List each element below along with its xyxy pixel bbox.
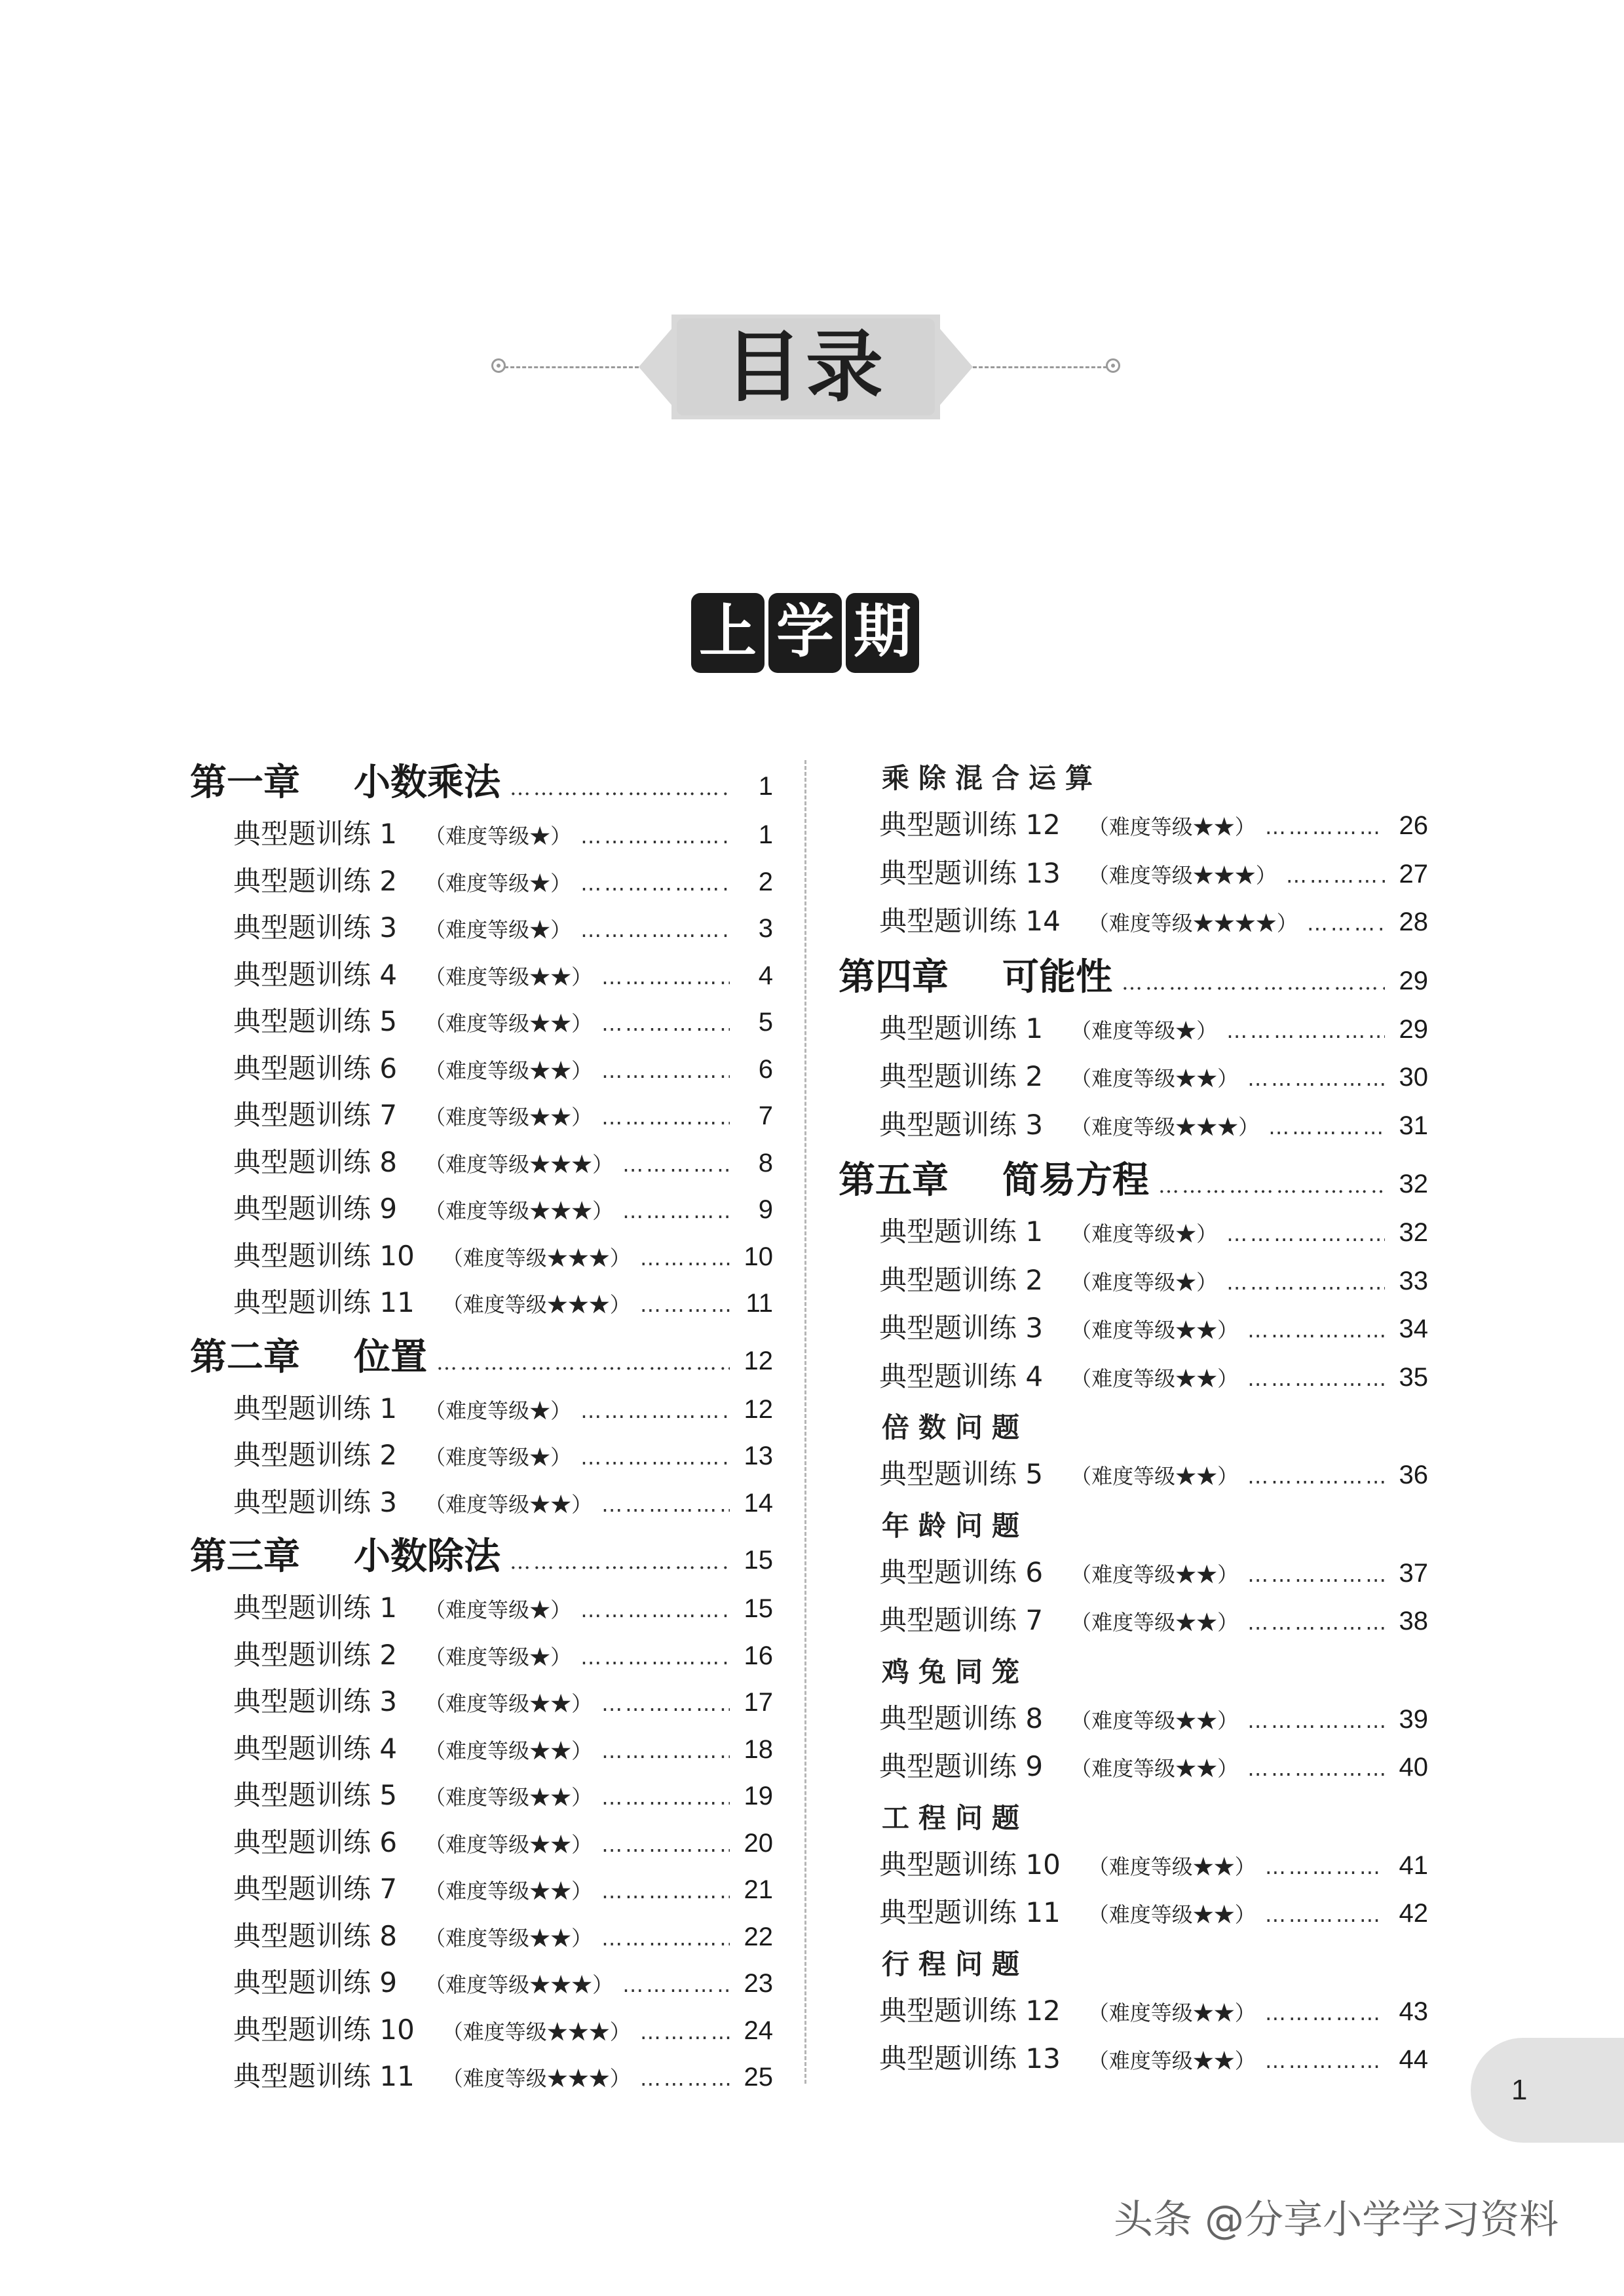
difficulty-rating: （难度等级★★） (1070, 1610, 1239, 1635)
toc-entry[interactable] (839, 1210, 1428, 1259)
section-subheading: 年龄问题 (882, 1509, 1029, 1542)
semester-char-2: 学 (768, 593, 842, 673)
difficulty-rating: （难度等级★） (425, 1398, 572, 1423)
page-ref: 26 (1399, 811, 1428, 840)
difficulty-rating: （难度等级★★） (425, 1925, 593, 1951)
toc-entry[interactable] (190, 1867, 773, 1915)
toc-entry[interactable] (839, 1355, 1428, 1404)
leader-dots (1265, 1902, 1385, 1927)
chapter-heading[interactable] (190, 1328, 773, 1387)
difficulty-rating: （难度等级★★★） (1087, 862, 1277, 888)
toc-entry[interactable] (839, 1307, 1428, 1355)
toc-entry[interactable] (839, 1103, 1428, 1152)
entry-title: 典型题训练 5 (879, 1458, 1044, 1490)
leader-dots (1247, 1066, 1385, 1091)
entry-title: 典型题训练 8 (233, 1145, 398, 1178)
toc-entry[interactable] (190, 1586, 773, 1634)
difficulty-rating: （难度等级★） (425, 1598, 572, 1622)
toc-entry[interactable] (839, 1989, 1428, 2038)
title-ring-ornament-left (491, 358, 506, 373)
leader-dots (1247, 1756, 1385, 1781)
page-ref: 12 (744, 1346, 773, 1375)
difficulty-rating: （难度等级★★） (1070, 1464, 1239, 1489)
entry-title: 典型题训练 1 (233, 1592, 398, 1624)
leader-dots (1247, 1366, 1385, 1391)
toc-entry[interactable] (839, 1453, 1428, 1501)
leader-dots (601, 1492, 730, 1517)
difficulty-rating: （难度等级★★） (1070, 1561, 1239, 1587)
entry-title: 典型题训练 5 (233, 1779, 398, 1811)
leader-dots (1265, 2000, 1385, 2025)
leader-dots (580, 1645, 730, 1670)
page-ref: 14 (744, 1488, 773, 1518)
leader-dots (640, 2066, 730, 2091)
entry-title: 典型题训练 12 (879, 1994, 1061, 2027)
leader-dots (601, 1832, 730, 1857)
entry-title: 典型题训练 6 (233, 1052, 398, 1084)
toc-entry[interactable] (839, 1055, 1428, 1103)
page-ref: 17 (744, 1688, 773, 1717)
leader-dots (601, 1879, 730, 1904)
entry-title: 典型题训练 7 (879, 1604, 1044, 1636)
page-ref: 30 (1399, 1063, 1428, 1092)
page-ref: 6 (758, 1054, 773, 1084)
entry-title: 典型题训练 3 (879, 1312, 1044, 1344)
difficulty-rating: （难度等级★★★） (425, 1198, 614, 1223)
entry-title: 典型题训练 2 (879, 1263, 1044, 1296)
section-subheading: 行程问题 (882, 1947, 1029, 1980)
chapter-number: 第二章 (190, 1335, 300, 1379)
toc-entry[interactable] (190, 1281, 773, 1328)
difficulty-rating: （难度等级★★★） (425, 1972, 614, 1997)
difficulty-rating: （难度等级★★★） (442, 2019, 631, 2044)
leader-dots (1226, 1221, 1385, 1246)
leader-dots (601, 1105, 730, 1130)
page-ref: 22 (744, 1922, 773, 1951)
toc-entry[interactable] (839, 1259, 1428, 1307)
chapter-title: 小数除法 (354, 1535, 500, 1578)
entry-title: 典型题训练 4 (233, 1732, 398, 1765)
difficulty-rating: （难度等级★★） (425, 1785, 593, 1810)
entry-title: 典型题训练 3 (233, 1685, 398, 1717)
leader-dots (580, 871, 730, 896)
section-subheading: 工程问题 (882, 1801, 1029, 1834)
difficulty-rating: （难度等级★） (425, 870, 572, 896)
page-ref: 9 (758, 1195, 773, 1224)
leader-dots (601, 1691, 730, 1716)
leader-dots (1247, 1562, 1385, 1587)
chapter-title: 可能性 (1002, 955, 1112, 999)
toc-title-banner (491, 315, 1120, 419)
entry-title: 典型题训练 3 (233, 911, 398, 944)
page-ref: 23 (744, 1969, 773, 1998)
difficulty-rating: （难度等级★★★） (442, 1245, 631, 1271)
page-ref: 21 (744, 1875, 773, 1904)
page-ref: 41 (1399, 1850, 1428, 1880)
leader-dots (622, 1972, 730, 1997)
page-ref: 34 (1399, 1314, 1428, 1343)
entry-title: 典型题训练 13 (879, 856, 1061, 889)
title-ring-ornament-right (1106, 358, 1120, 373)
page-number-tab (1471, 2038, 1624, 2143)
entry-title: 典型题训练 10 (233, 1239, 415, 1272)
toc-entry[interactable] (190, 1434, 773, 1481)
entry-title: 典型题训练 1 (233, 818, 398, 850)
toc-entry[interactable] (839, 1745, 1428, 1793)
toc-entry[interactable] (190, 1481, 773, 1528)
toc-entry[interactable] (190, 1000, 773, 1047)
difficulty-rating: （难度等级★） (425, 1445, 572, 1470)
entry-title: 典型题训练 6 (233, 1826, 398, 1858)
difficulty-rating: （难度等级★★） (1087, 1902, 1256, 1927)
entry-title: 典型题训练 4 (879, 1360, 1044, 1392)
page-ref: 42 (1399, 1899, 1428, 1928)
page-ref: 25 (744, 2063, 773, 2092)
leader-dots (1286, 863, 1385, 888)
chapter-number: 第四章 (839, 955, 949, 999)
chapter-number: 第三章 (190, 1535, 300, 1578)
entry-title: 典型题训练 8 (233, 1919, 398, 1952)
semester-banner (691, 593, 919, 673)
difficulty-rating: （难度等级★★） (1070, 1066, 1239, 1091)
difficulty-rating: （难度等级★★） (425, 1879, 593, 1904)
page-ref: 11 (746, 1289, 773, 1318)
leader-dots (601, 1926, 730, 1951)
page-ref: 24 (744, 2016, 773, 2045)
entry-title: 典型题训练 7 (233, 1099, 398, 1131)
difficulty-rating: （难度等级★★） (1087, 2000, 1256, 2025)
page-ref: 35 (1399, 1362, 1428, 1392)
semester-char-3: 期 (846, 593, 919, 673)
difficulty-rating: （难度等级★★★） (442, 2066, 631, 2091)
leader-dots (601, 1785, 730, 1810)
entry-title: 典型题训练 11 (879, 1896, 1061, 1928)
page-ref: 20 (744, 1828, 773, 1858)
difficulty-rating: （难度等级★★★） (442, 1292, 631, 1317)
page-ref: 2 (758, 867, 773, 896)
leader-dots (510, 1549, 730, 1574)
leader-dots (601, 1058, 730, 1083)
leader-dots (436, 1350, 730, 1375)
page-ref: 28 (1399, 908, 1428, 936)
toc-entry[interactable] (190, 1047, 773, 1094)
difficulty-rating: （难度等级★★） (425, 1691, 593, 1716)
toc-entry[interactable] (839, 900, 1428, 948)
leader-dots (580, 1598, 730, 1622)
difficulty-rating: （难度等级★★★★） (1087, 911, 1298, 936)
toc-entry[interactable] (190, 1727, 773, 1774)
entry-title: 典型题训练 3 (233, 1485, 398, 1518)
page-ref: 5 (758, 1008, 773, 1037)
leader-dots (1265, 814, 1385, 839)
page-ref: 19 (744, 1782, 773, 1810)
leader-dots (601, 1011, 730, 1036)
entry-title: 典型题训练 2 (233, 1638, 398, 1671)
leader-dots (601, 965, 730, 989)
difficulty-rating: （难度等级★） (1070, 1221, 1218, 1246)
title-dashed-line-right (973, 366, 1107, 368)
leader-dots (510, 775, 730, 800)
page-ref: 38 (1399, 1607, 1428, 1636)
difficulty-rating: （难度等级★★） (1070, 1756, 1239, 1781)
difficulty-rating: （难度等级★★） (1070, 1708, 1239, 1733)
leader-dots (580, 917, 730, 942)
page-ref: 1 (758, 772, 773, 801)
toc-entry[interactable] (190, 1915, 773, 1962)
leader-dots (1307, 911, 1385, 936)
leader-dots (1247, 1464, 1385, 1489)
leader-dots (1122, 970, 1385, 995)
entry-title: 典型题训练 6 (879, 1556, 1044, 1588)
semester-char-1: 上 (691, 593, 765, 673)
page-ref: 33 (1399, 1266, 1428, 1295)
toc-entry[interactable] (190, 2008, 773, 2056)
difficulty-rating: （难度等级★★） (1087, 1854, 1256, 1879)
page-ref: 13 (744, 1442, 773, 1470)
entry-title: 典型题训练 11 (233, 2060, 415, 2092)
difficulty-rating: （难度等级★） (1070, 1018, 1218, 1043)
entry-title: 典型题训练 1 (879, 1215, 1044, 1248)
chapter-heading[interactable] (190, 754, 773, 813)
leader-dots (580, 1445, 730, 1470)
leader-dots (1268, 1115, 1385, 1139)
toc-entry[interactable] (839, 2037, 1428, 2086)
page-ref: 40 (1399, 1753, 1428, 1782)
entry-title: 典型题训练 2 (879, 1060, 1044, 1092)
toc-entry[interactable] (190, 1961, 773, 2008)
page-ref: 7 (758, 1101, 773, 1130)
difficulty-rating: （难度等级★★） (1070, 1366, 1239, 1391)
chapter-heading[interactable] (839, 1151, 1428, 1210)
entry-title: 典型题训练 10 (879, 1848, 1061, 1881)
leader-dots (580, 824, 730, 849)
toc-entry[interactable] (190, 2055, 773, 2102)
chapter-heading[interactable] (190, 1527, 773, 1586)
toc-entry[interactable] (839, 803, 1428, 852)
difficulty-rating: （难度等级★★） (425, 1011, 593, 1036)
leader-dots (640, 1246, 730, 1271)
page-ref: 32 (1399, 1170, 1428, 1198)
page-ref: 18 (744, 1734, 773, 1764)
difficulty-rating: （难度等级★） (1070, 1269, 1218, 1295)
toc-entry[interactable] (190, 953, 773, 1001)
leader-dots (1247, 1318, 1385, 1343)
entry-title: 典型题训练 9 (233, 1966, 398, 1999)
watermark: 头条 @分享小学学习资料 (1114, 2197, 1559, 2243)
difficulty-rating: （难度等级★） (425, 1644, 572, 1670)
entry-title: 典型题训练 14 (879, 905, 1061, 937)
leader-dots (1247, 1610, 1385, 1635)
toc-entry[interactable] (839, 1551, 1428, 1599)
leader-dots (640, 1292, 730, 1317)
difficulty-rating: （难度等级★★） (425, 1105, 593, 1130)
page-ref: 31 (1399, 1111, 1428, 1140)
entry-title: 典型题训练 9 (233, 1193, 398, 1225)
page-ref: 39 (1399, 1704, 1428, 1734)
toc-entry[interactable] (190, 1234, 773, 1282)
difficulty-rating: （难度等级★★） (1070, 1318, 1239, 1343)
difficulty-rating: （难度等级★★） (425, 1491, 593, 1517)
page-ref: 44 (1399, 2045, 1428, 2074)
page-ref: 15 (744, 1546, 773, 1575)
difficulty-rating: （难度等级★★） (425, 1058, 593, 1083)
difficulty-rating: （难度等级★★） (1087, 2048, 1256, 2073)
entry-title: 典型题训练 8 (879, 1702, 1044, 1734)
toc-entry[interactable] (190, 1680, 773, 1727)
title-plate (639, 315, 973, 419)
toc-entry[interactable] (190, 813, 773, 860)
page-ref: 15 (744, 1594, 773, 1623)
chapter-title: 简易方程 (1002, 1158, 1149, 1202)
chapter-heading[interactable] (839, 948, 1428, 1007)
toc-entry[interactable] (839, 1843, 1428, 1892)
entry-title: 典型题训练 11 (233, 1286, 415, 1318)
chapter-title: 位置 (354, 1335, 427, 1379)
toc-entry[interactable] (190, 1387, 773, 1434)
difficulty-rating: （难度等级★★） (425, 1738, 593, 1763)
page-ref: 27 (1399, 859, 1428, 889)
toc-entry[interactable] (839, 1697, 1428, 1746)
section-subheading: 倍数问题 (882, 1411, 1029, 1444)
toc-entry[interactable] (839, 1891, 1428, 1940)
section-subheading: 鸡兔同笼 (882, 1655, 1029, 1688)
toc-entry[interactable] (190, 1094, 773, 1141)
page-ref: 29 (1399, 1014, 1428, 1044)
difficulty-rating: （难度等级★★★） (425, 1151, 614, 1177)
toc-entry[interactable] (190, 1141, 773, 1188)
page-ref: 43 (1399, 1997, 1428, 2026)
entry-title: 典型题训练 7 (233, 1873, 398, 1905)
page-ref: 3 (758, 914, 773, 943)
page-title: 目录 (724, 321, 887, 412)
difficulty-rating: （难度等级★） (425, 917, 572, 942)
entry-title: 典型题训练 10 (233, 2013, 415, 2046)
leader-dots (601, 1738, 730, 1763)
entry-title: 典型题训练 2 (233, 1439, 398, 1471)
chapter-number: 第一章 (190, 761, 300, 804)
page-ref: 36 (1399, 1461, 1428, 1489)
page-ref: 1 (758, 820, 773, 849)
toc-entry[interactable] (839, 852, 1428, 900)
page-ref: 12 (744, 1394, 773, 1424)
toc-column-left (190, 754, 773, 2102)
toc-entry[interactable] (190, 1634, 773, 1681)
toc-entry[interactable] (839, 1007, 1428, 1056)
leader-dots (580, 1398, 730, 1423)
page-ref: 16 (744, 1641, 773, 1670)
toc-entry[interactable] (190, 860, 773, 907)
page-ref: 4 (758, 961, 773, 990)
entry-title: 典型题训练 4 (233, 958, 398, 991)
leader-dots (1226, 1018, 1385, 1043)
entry-title: 典型题训练 12 (879, 809, 1061, 841)
column-divider (804, 760, 806, 2084)
page-ref: 10 (744, 1242, 773, 1271)
entry-title: 典型题训练 13 (879, 2042, 1061, 2075)
page-ref: 8 (758, 1148, 773, 1177)
toc-entry[interactable] (190, 1821, 773, 1868)
difficulty-rating: （难度等级★★★） (1070, 1114, 1260, 1139)
leader-dots (1247, 1708, 1385, 1733)
difficulty-rating: （难度等级★★） (425, 1831, 593, 1857)
leader-dots (622, 1198, 730, 1223)
leader-dots (1265, 1854, 1385, 1879)
leader-dots (1265, 2048, 1385, 2073)
entry-title: 典型题训练 1 (233, 1392, 398, 1425)
entry-title: 典型题训练 1 (879, 1012, 1044, 1044)
toc-column-right (839, 754, 1428, 2086)
page-ref: 29 (1399, 966, 1428, 995)
toc-entry[interactable] (190, 1774, 773, 1821)
entry-title: 典型题训练 9 (879, 1750, 1044, 1782)
difficulty-rating: （难度等级★） (425, 824, 572, 849)
leader-dots (1158, 1173, 1385, 1198)
toc-entry[interactable] (190, 906, 773, 953)
chapter-title: 小数乘法 (354, 761, 500, 804)
title-dashed-line-left (504, 366, 639, 368)
chapter-number: 第五章 (839, 1158, 949, 1202)
page-number: 1 (1511, 2074, 1528, 2106)
entry-title: 典型题训练 2 (233, 864, 398, 897)
leader-dots (1226, 1270, 1385, 1295)
page-ref: 32 (1399, 1218, 1428, 1247)
toc-entry[interactable] (190, 1187, 773, 1234)
difficulty-rating: （难度等级★★） (425, 964, 593, 989)
entry-title: 典型题训练 3 (879, 1108, 1044, 1141)
leader-dots (622, 1152, 730, 1177)
entry-title: 典型题训练 5 (233, 1005, 398, 1037)
leader-dots (640, 2019, 730, 2044)
section-subheading: 乘除混合运算 (882, 762, 1103, 794)
page-ref: 37 (1399, 1558, 1428, 1588)
difficulty-rating: （难度等级★★） (1087, 814, 1256, 839)
toc-entry[interactable] (839, 1599, 1428, 1647)
